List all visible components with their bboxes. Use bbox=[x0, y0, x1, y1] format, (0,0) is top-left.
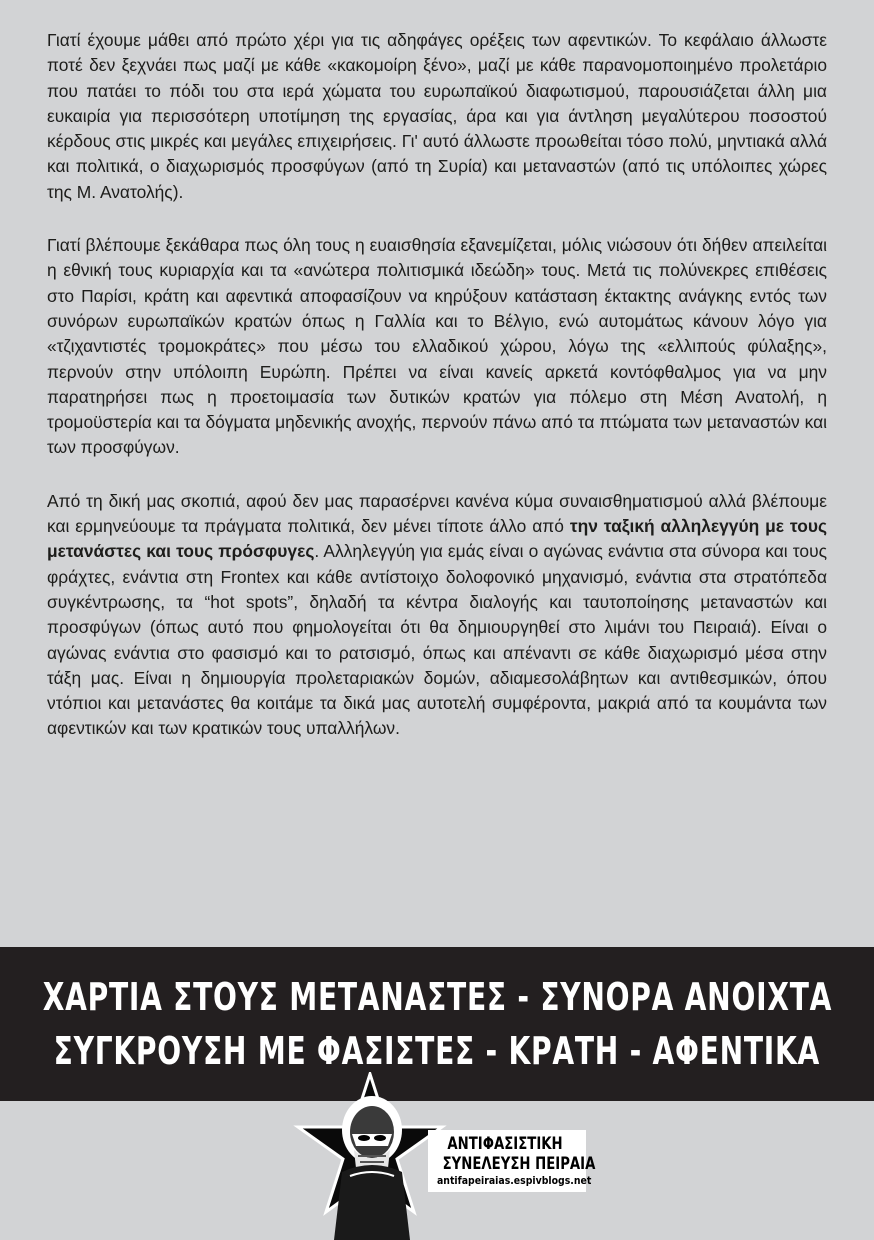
paragraph-3-end: . Αλληλεγγύη για εμάς είναι ο αγώνας ενάντια στα σύνορα και τους φράχτες, ενάντια στη Frontex και κάθε αντίστοιχο δολοφονικό μηχανισμό, ενάντια στα στρατόπεδα συγκέντρωσης, τα “hot spots”, δηλαδή τα κέντρα διαλογής και ταυτοποίησης μεταναστών και προσφύγων (όπως αυτό που φημολογείται ότι θα δημιουργηθεί στο λιμάνι του Πειραιά). Είναι ο αγώνας ενάντια στο φασισμό και το ρατσισμό, όπως και απέναντι σε κάθε διαχωρισμό μέσα στην τάξη μας. Είναι η δημιουργία προλεταριακών δομών, αδιαμεσολάβητων και αντιθεσμικών, όπου ντόπιοι και μετανάστες θα κοιτάμε τα δικά μας αυτοτελή συμφέροντα, μακριά από τα κουμάντα των αφεντικών και των κρατικών τους υπαλλήλων. bbox=[47, 541, 827, 739]
logo-title-line-2: ΣΥΝΕΛΕΥΣΗ ΠΕΙΡΑΙΑ bbox=[442, 1154, 596, 1174]
article-body bbox=[47, 28, 827, 770]
logo-title-line-1: ΑΝΤΙΦΑΣΙΣΤΙΚΗ bbox=[447, 1134, 563, 1154]
slogan-line-2: ΣΥΓΚΡΟΥΣΗ ΜΕ ΦΑΣΙΣΤΕΣ - ΚΡΑΤΗ - ΑΦΕΝΤΙΚΑ bbox=[53, 1029, 821, 1073]
paragraph-3 bbox=[47, 489, 827, 742]
group-logo bbox=[290, 1072, 596, 1240]
paragraph-1: Γιατί έχουμε μάθει από πρώτο χέρι για τις αδηφάγες ορέξεις των αφεντικών. Το κεφάλαιο άλλωστε ποτέ δεν ξεχνάει πως μαζί με κάθε «κακομοίρη ξένο», μαζί με κάθε παρανομοποιημένο προλετάριο που πατάει το πόδι του στα ιερά χώματα του ευρωπαϊκού διαφωτισμού, παρουσιάζεται άλλη μια ευκαιρία για περισσότερη υποτίμηση της εργασίας, άρα και για άντληση μεγαλύτερου ποσοστού κέρδους στις μικρές και μεγάλες επιχειρήσεις. Γι' αυτό άλλωστε προωθείται τόσο πολύ, μηντιακά αλλά και πολιτικά, ο διαχωρισμός προσφύγων (από τη Συρία) και μεταναστών (από τις υπόλοιπες χώρες της Μ. Ανατολής). bbox=[47, 30, 827, 202]
paragraph-3-emphasis: την ταξική αλληλεγγύη με τους μετανάστες και τους πρόσφυγες bbox=[47, 516, 827, 562]
logo-text bbox=[425, 1134, 596, 1188]
paragraph-2: Γιατί βλέπουμε ξεκάθαρα πως όλη τους η ευαισθησία εξανεμίζεται, μόλις νιώσουν ότι δήθεν απειλείται η εθνική τους κυριαρχία και τα «ανώτερα πολιτισμικά ιδεώδη» τους. Μετά τις πολύνεκρες επιθέσεις στο Παρίσι, κράτη και αφεντικά αποφασίζουν να κηρύξουν κατάσταση έκτακτης ανάγκης εντός των συνόρων ευρωπαϊκών κρατών όπως η Γαλλία και το Βέλγιο, ενώ αυτομάτως κάνουν λόγο για «τζιχαντιστές τρομοκράτες» που μέσω του ελλαδικού χώρου, λόγω της «ελλιπούς φύλαξης», περνούν στην υπόλοιπη Ευρώπη. Πρέπει να είναι κανείς αρκετά κοντόφθαλμος για να μην παρατηρήσει πως η προετοιμασία των δυτικών κρατών για πόλεμο στη Μέση Ανατολή, η τρομοϋστερία και τα δόγματα μηδενικής ανοχής, περνούν πάνω από τα πτώματα των μεταναστών και των προσφύγων. bbox=[47, 235, 827, 458]
paragraph-3-start: Από τη δική μας σκοπιά, αφού δεν μας παρασέρνει κανένα κύμα συναισθηματισμού αλλά βλέπουμε και ερμηνεύουμε τα πράγματα πολιτικά, δεν μένει τίποτε άλλο από bbox=[47, 490, 827, 537]
logo-url: antifapeiraias.espivblogs.net bbox=[437, 1174, 592, 1187]
slogan-line-1: ΧΑΡΤΙΑ ΣΤΟΥΣ ΜΕΤΑΝΑΣΤΕΣ - ΣΥΝΟΡΑ ΑΝΟΙΧΤΑ bbox=[42, 975, 832, 1019]
